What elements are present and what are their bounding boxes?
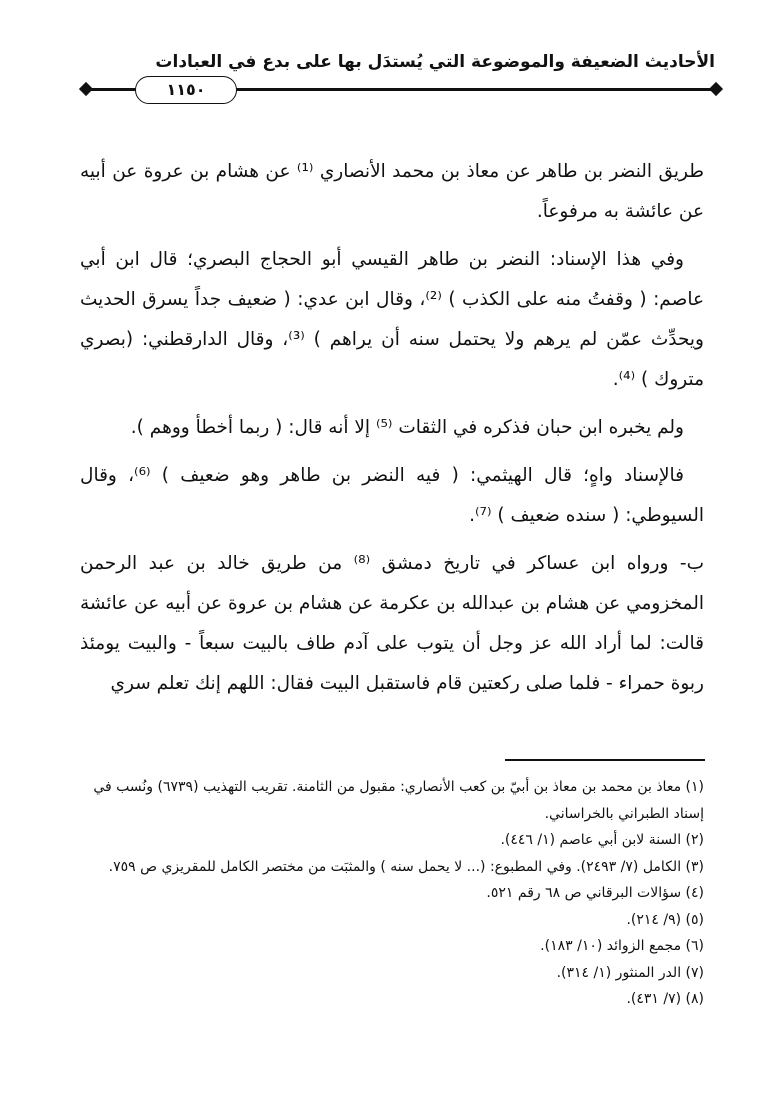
footnote: (٢) السنة لابن أبي عاصم (١/ ٤٤٦). xyxy=(500,832,704,848)
diamond-ornament-icon xyxy=(79,82,93,96)
paragraph: ب- ورواه ابن عساكر في تاريخ دمشق ⁽⁸⁾ من طريق خالد بن عبد الرحمن المخزومي عن هشام بن عبدالله بن عكرمة عن هشام بن عروة عن أبيه عن عائشة قالت: لما أراد الله عز وجل أن يتوب على آدم طاف بالبيت سبعاً - والبيت يومئذ ربوة حمراء - فلما صلى ركعتين قام فاستقبل البيت فقال: اللهم إنك تعلم سري xyxy=(80,553,705,694)
footnote: (٣) الكامل (٧/ ٢٤٩٣). وفي المطبوع: (... لا يحمل سنه ) والمثبَت من مختصر الكامل للمقريزي ص ٧٥٩. xyxy=(108,858,704,875)
paragraph: ولم يخبره ابن حبان فذكره في الثقات ⁽⁵⁾ إلا أنه قال: ( ربما أخطأ ووهم ). xyxy=(130,417,684,438)
footnote: (٦) مجمع الزوائد (١٠/ ١٨٣). xyxy=(540,938,704,954)
footnote: (١) معاذ بن محمد بن معاذ بن أبيّ بن كعب الأنصاري: مقبول من الثامنة. تقريب التهذيب (٦٧٣٩) ونُسب في إسناد الطبراني بالخراساني. xyxy=(93,779,704,822)
footnote: (٤) سؤالات البرقاني ص ٦٨ رقم ٥٢١. xyxy=(486,885,704,901)
footnote-separator xyxy=(505,759,705,761)
page-number: ١١٥٠ xyxy=(135,76,237,104)
footnote: (٥) (٩/ ٢١٤). xyxy=(626,911,704,928)
footnote: (٧) الدر المنثور (١/ ٣١٤). xyxy=(556,964,704,981)
page-header xyxy=(75,52,715,112)
main-text xyxy=(80,152,704,712)
running-title: الأحاديث الضعيفة والموضوعة التي يُستدَل بها على بدع في العبادات xyxy=(155,52,715,72)
footnote: (٨) (٧/ ٤٣١). xyxy=(626,991,704,1007)
footnotes xyxy=(80,774,704,1013)
paragraph: فالإسناد واهٍ؛ قال الهيثمي: ( فيه النضر بن طاهر وهو ضعيف ) ⁽⁶⁾، وقال السيوطي: ( سنده ضعيف ) ⁽⁷⁾. xyxy=(80,465,704,526)
paragraph: طريق النضر بن طاهر عن معاذ بن محمد الأنصاري ⁽¹⁾ عن هشام بن عروة عن أبيه عن عائشة به مرفوعاً. xyxy=(80,161,704,222)
diamond-ornament-icon xyxy=(709,82,723,96)
paragraph: وفي هذا الإسناد: النضر بن طاهر القيسي أبو الحجاج البصري؛ قال ابن أبي عاصم: ( وقفتُ منه على الكذب ) ⁽²⁾، وقال ابن عدي: ( ضعيف جداً يسرق الحديث ويحدِّث عمّن لم يرهم ولا يحتمل سنه أن يراهم ) ⁽³⁾، وقال الدارقطني: (بصري متروك ) ⁽⁴⁾. xyxy=(80,249,704,390)
